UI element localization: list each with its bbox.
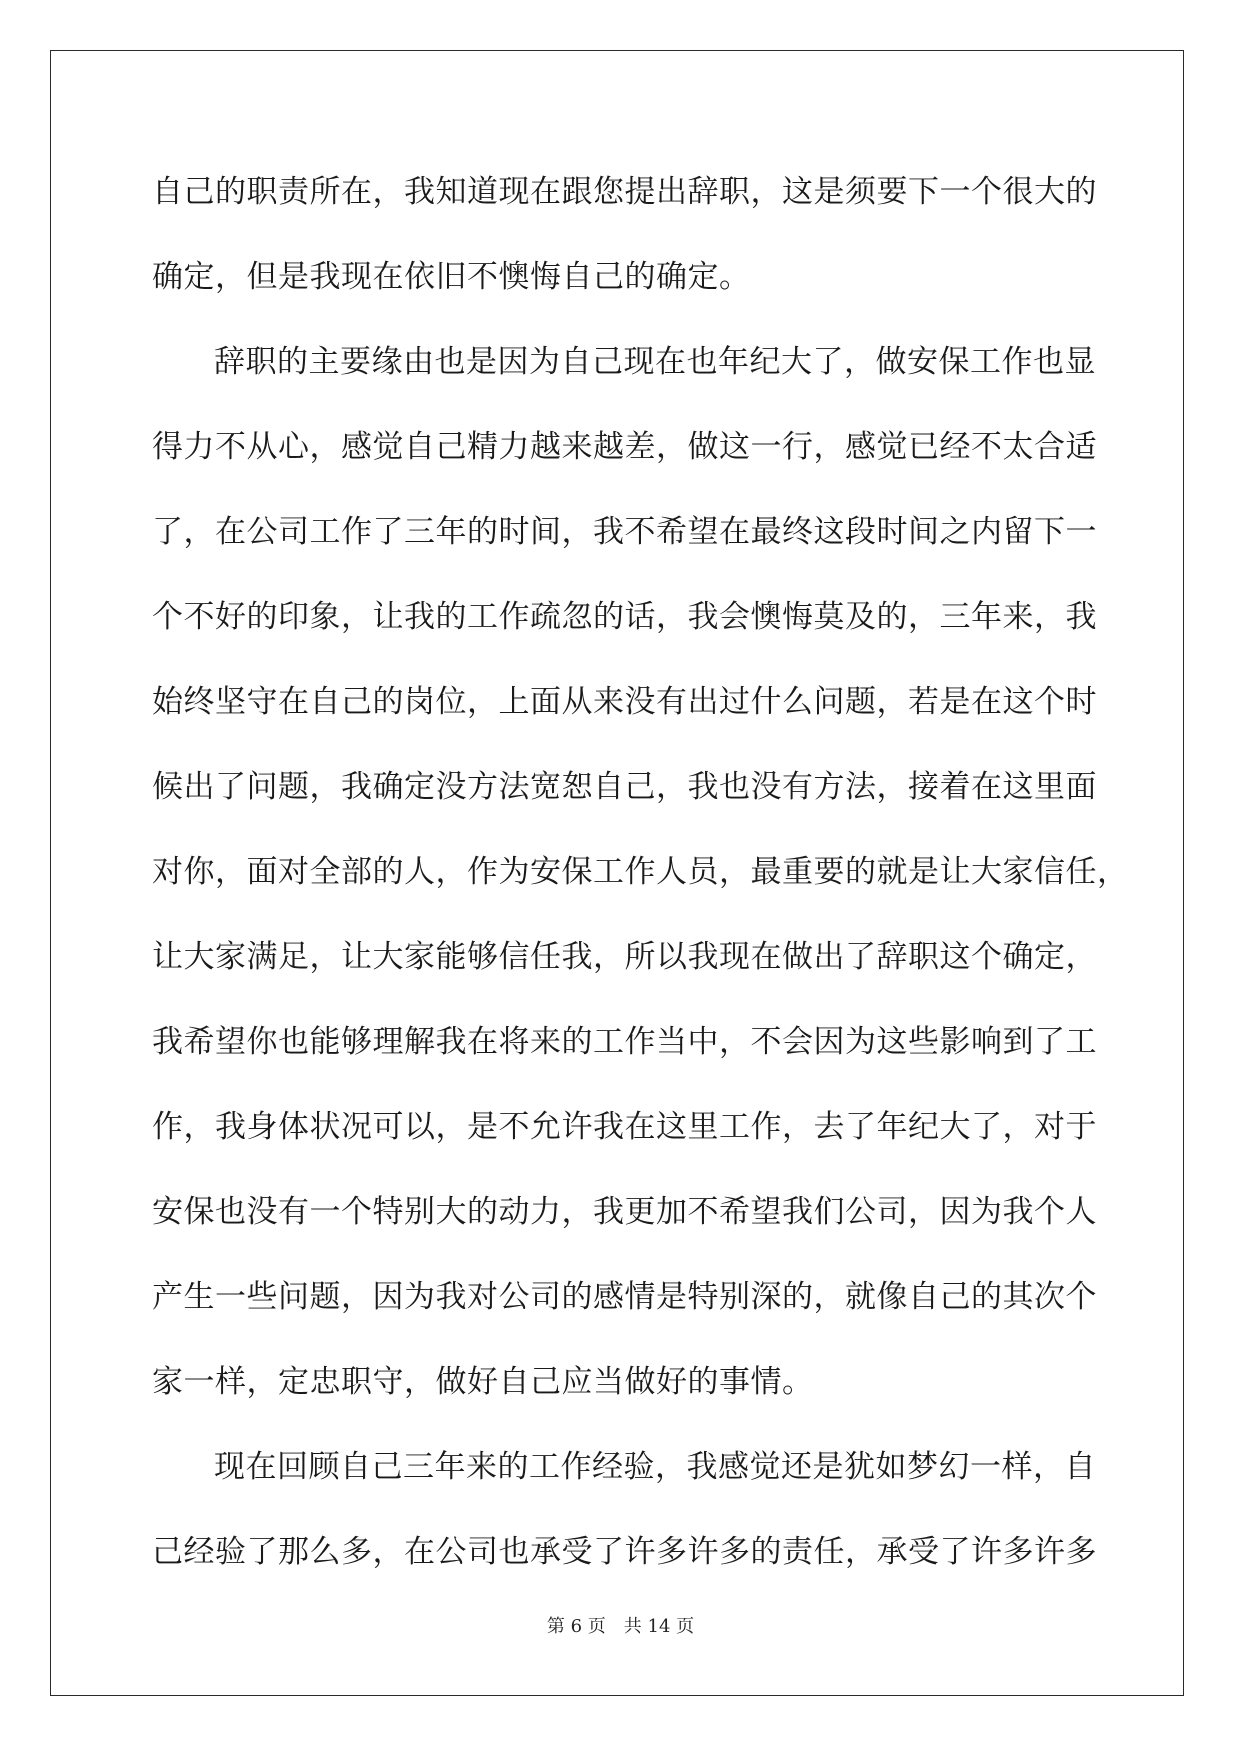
text-line: 己经验了那么多，在公司也承受了许多许多的责任，承受了许多许多	[152, 1534, 1097, 1570]
text-line: 产生一些问题，因为我对公司的感情是特别深的，就像自己的其次个	[152, 1279, 1097, 1315]
text-line: 对你，面对全部的人，作为安保工作人员，最重要的就是让大家信任，	[152, 854, 1129, 890]
text-line: 家一样，定忠职守，做好自己应当做好的事情。	[152, 1364, 814, 1400]
text-line: 个不好的印象，让我的工作疏忽的话，我会懊悔莫及的，三年来，我	[152, 599, 1097, 635]
text-line: 作，我身体状况可以，是不允许我在这里工作，去了年纪大了，对于	[152, 1109, 1097, 1145]
text-line: 我希望你也能够理解我在将来的工作当中，不会因为这些影响到了工	[152, 1024, 1097, 1060]
text-line: 确定，但是我现在依旧不懊悔自己的确定。	[152, 259, 751, 295]
text-line: 始终坚守在自己的岗位，上面从来没有出过什么问题，若是在这个时	[152, 684, 1097, 720]
text-line: 候出了问题，我确定没方法宽恕自己，我也没有方法，接着在这里面	[152, 769, 1097, 805]
text-line: 安保也没有一个特别大的动力，我更加不希望我们公司，因为我个人	[152, 1194, 1097, 1230]
document-body	[152, 162, 1129, 1607]
text-line: 得力不从心，感觉自己精力越来越差，做这一行，感觉已经不太合适	[152, 429, 1097, 465]
text-line: 辞职的主要缘由也是因为自己现在也年纪大了，做安保工作也显	[214, 344, 1096, 380]
text-line: 自己的职责所在，我知道现在跟您提出辞职，这是须要下一个很大的	[152, 174, 1097, 210]
text-line: 让大家满足，让大家能够信任我，所以我现在做出了辞职这个确定，	[152, 939, 1097, 975]
page-number-footer: 第 6 页 共 14 页	[546, 1616, 695, 1637]
text-line: 了，在公司工作了三年的时间，我不希望在最终这段时间之内留下一	[152, 514, 1097, 550]
text-line: 现在回顾自己三年来的工作经验，我感觉还是犹如梦幻一样，自	[214, 1449, 1096, 1485]
